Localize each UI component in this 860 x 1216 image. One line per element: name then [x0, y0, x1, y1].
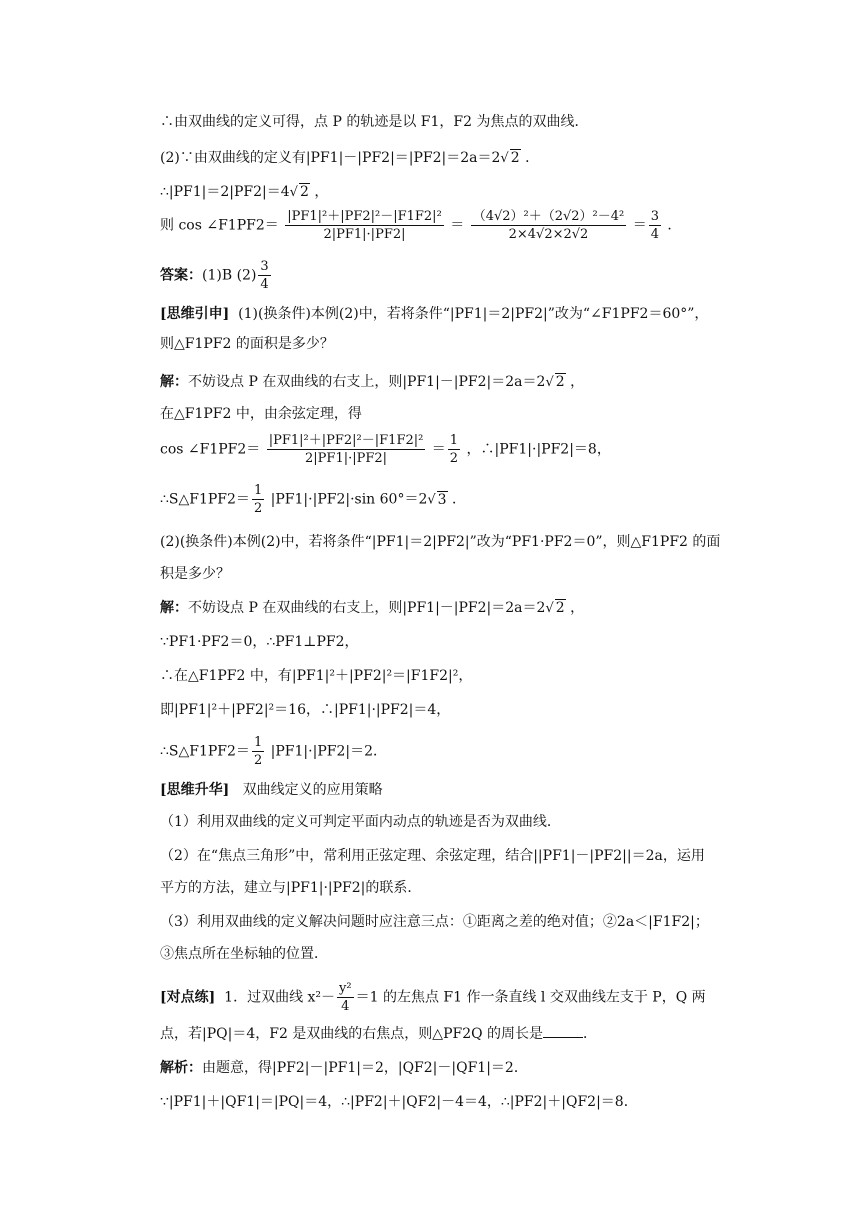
formula-line: ∴S△F1PF2＝ $\frac{1}{2}$ |PF1|·|PF2|＝2． — [160, 735, 387, 768]
formula-line: ∴S△F1PF2＝ $\frac{1}{2}$ |PF1|·|PF2|·sin 60°＝2√ 3 ． — [160, 483, 467, 516]
text-line: 在△F1PF2 中，由余弦定理，得 — [160, 406, 362, 422]
fraction: $\frac{\text{y²}}{4}$ — [339, 981, 352, 1014]
text-line: ∵|PF1|＋|QF1|＝|PQ|＝4，∴|PF2|＋|QF2|－4＝4，∴|PF2|＋|QF2|＝8． — [160, 1094, 638, 1110]
answer-blank — [543, 1025, 583, 1038]
text-line: ∴由双曲线的定义可得，点 P 的轨迹是以 F1，F2 为焦点的双曲线． — [160, 114, 589, 130]
text-line: (2)∵由双曲线的定义有|PF1|－|PF2|＝|PF2|＝2a＝2√ 2 ． — [160, 150, 540, 166]
text-line: ∵PF1·PF2＝0，∴PF1⊥PF2， — [160, 634, 359, 650]
fraction: $\frac{\text{（4√2）²＋（2√2）²－4²}}{2\times 4√2\times 2√2}$ — [472, 209, 625, 242]
fraction: $\frac{1}{2}$ — [253, 483, 263, 516]
text-line: 解：不妨设点 P 在双曲线的右支上，则|PF1|－|PF2|＝2a＝2√ 2 ， — [160, 374, 585, 390]
text-line: 点，若|PQ|＝4，F2 是双曲线的右焦点，则△PF2Q 的周长是 ． — [160, 1026, 598, 1042]
text-line: ③焦点所在坐标轴的位置． — [160, 946, 328, 962]
text-line: [思维升华] 双曲线定义的应用策略 — [160, 782, 383, 798]
text-line: 即|PF1|²＋|PF2|²＝16，∴|PF1|·|PF2|＝4， — [160, 702, 451, 718]
formula-line: 则 cos ∠F1PF2＝ $\frac{\text{|PF1|²＋|PF2|²－|F1F2|²}}{2|PF1|\cdot|PF2|}$ ＝ $\frac{\text{（4√2）²＋（2√2）²－4²}}{2\times 4√2\times 2√2}$ ＝ $\frac{3}{4}$ ． — [160, 209, 682, 242]
text-line: （2）在“焦点三角形”中，常利用正弦定理、余弦定理，结合||PF1|－|PF2||＝2a，运用 — [160, 848, 705, 864]
fraction: $\frac{1}{2}$ — [253, 735, 263, 768]
text-line: 平方的方法，建立与|PF1|·|PF2|的联系． — [160, 880, 422, 896]
text-line: 则△F1PF2 的面积是多少？ — [160, 336, 334, 352]
text-line: （3）利用双曲线的定义解决问题时应注意三点：①距离之差的绝对值；②2a＜|F1F2|； — [160, 914, 709, 930]
fraction: $\frac{\text{|PF1|²＋|PF2|²－|F1F2|²}}{2|PF1|\cdot|PF2|}$ — [268, 433, 424, 466]
text-line: 解析：由题意，得|PF2|－|PF1|＝2，|QF2|－|QF1|＝2． — [160, 1060, 528, 1076]
fraction: $\frac{3}{4}$ — [260, 259, 269, 292]
text-line: ∴在△F1PF2 中，有|PF1|²＋|PF2|²＝|F1F2|²， — [160, 668, 473, 684]
text-line: 解：不妨设点 P 在双曲线的右支上，则|PF1|－|PF2|＝2a＝2√ 2 ， — [160, 600, 585, 616]
fraction: $\frac{3}{4}$ — [650, 209, 659, 242]
answer-line: 答案：(1)B (2) $\frac{3}{4}$ — [160, 259, 269, 292]
text-line: [思维引申] (1)(换条件)本例(2)中，若将条件“|PF1|＝2|PF2|”改为“∠F1PF2＝60°”， — [160, 306, 709, 322]
fraction: $\frac{\text{|PF1|²＋|PF2|²－|F1F2|²}}{2|PF1|\cdot|PF2|}$ — [287, 209, 442, 242]
text-line: （1）利用双曲线的定义可判定平面内动点的轨迹是否为双曲线． — [160, 814, 561, 830]
formula-line: cos ∠F1PF2＝ $\frac{\text{|PF1|²＋|PF2|²－|F1F2|²}}{2|PF1|\cdot|PF2|}$ ＝ $\frac{1}{2}$ ，∴|PF1|·|PF2|＝8， — [160, 433, 611, 466]
text-line: ∴|PF1|＝2|PF2|＝4√ 2 ， — [160, 184, 329, 200]
text-line: (2)(换条件)本例(2)中，若将条件“|PF1|＝2|PF2|”改为“PF1·PF2＝0”，则△F1PF2 的面 — [160, 534, 721, 550]
text-line: 积是多少？ — [160, 566, 230, 582]
fraction: $\frac{1}{2}$ — [449, 433, 459, 466]
formula-line: [对点练] 1．过双曲线 x²－ $\frac{\text{y²}}{4}$ ＝1 的左焦点 F1 作一条直线 l 交双曲线左支于 P，Q 两 — [160, 981, 706, 1014]
